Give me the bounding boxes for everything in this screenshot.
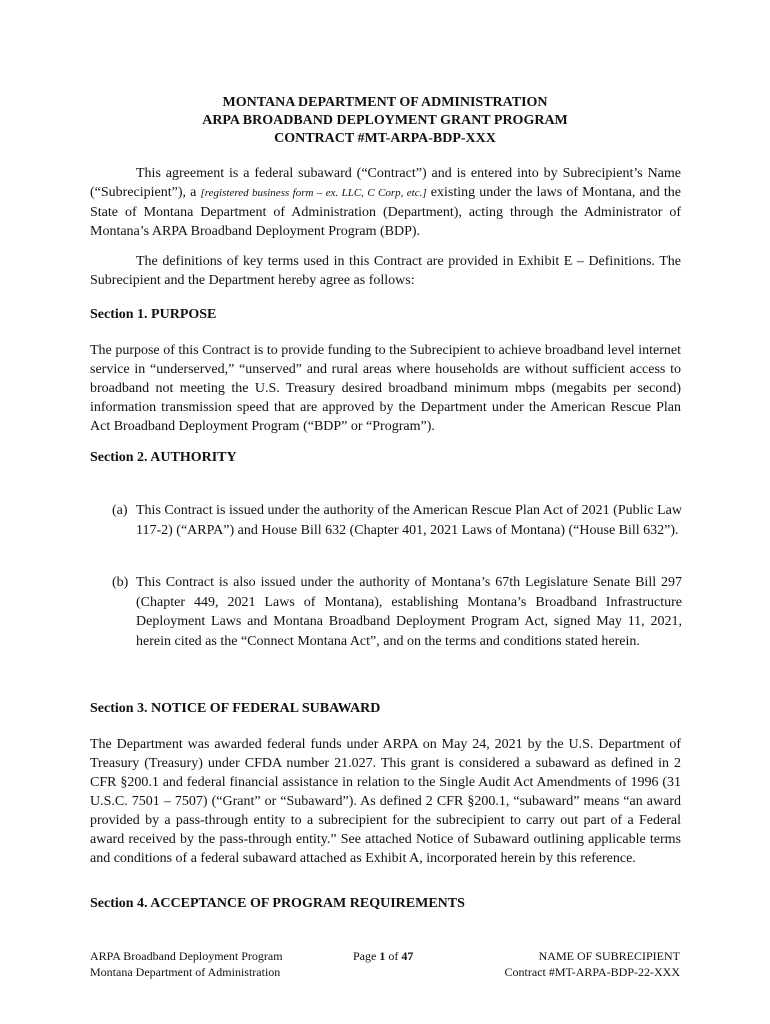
section-4-heading: Section 4. ACCEPTANCE OF PROGRAM REQUIREMENTS (90, 896, 465, 911)
footer-department-name: Montana Department of Administration (90, 965, 281, 979)
definitions-paragraph: The definitions of key terms used in this Contract are provided in Exhibit E – Definitions. The Subrecipient and the Department hereby agree as follows: (90, 254, 681, 288)
business-form-placeholder: [registered business form – ex. LLC, C Corp, etc.] (200, 187, 427, 199)
page-number: 1 (379, 949, 386, 963)
footer-right (505, 948, 680, 980)
item-text: This Contract is issued under the authority of the American Rescue Plan Act of 2021 (Public Law 117-2) (“ARPA”) and House Bill 632 (Chapter 401, 2021 Laws of Montana) (“House Bill 632”). (136, 503, 682, 538)
intro-paragraph (90, 164, 681, 241)
authority-item-a (112, 501, 682, 540)
document-header (0, 94, 770, 148)
footer-page-indicator (353, 948, 413, 964)
section-2-heading: Section 2. AUTHORITY (90, 450, 237, 465)
header-contract-number: CONTRACT #MT-ARPA-BDP-XXX (274, 131, 496, 146)
section-3-body: The Department was awarded federal funds under ARPA on May 24, 2021 by the U.S. Department of Treasury (Treasury) under CFDA number 21.027. This grant is considered a subaward as defined in 2 CFR §200.1 and federal financial assistance in relation to the Single Audit Act Amendments of 1996 (31 U.S.C. 7501 – 7507) (“Grant” or “Subaward”). As defined 2 CFR §200.1, “subaward” means “an award provided by a pass-through entity to a subrecipient for the subrecipient to carry out part of a Federal award received by the pass-through entity.” See attached Notice of Subaward outlining applicable terms and conditions of a federal subaward attached as Exhibit A, incorporated herein by this reference. (90, 737, 681, 866)
header-agency: MONTANA DEPARTMENT OF ADMINISTRATION (222, 95, 548, 110)
intro-text-start: This agreement is a federal subaward (“Contract”) and is entered into by Subrecipient’s Name (“Subrecipient”), a (90, 166, 681, 200)
section-1-body: The purpose of this Contract is to provide funding to the Subrecipient to achieve broadband level internet service in “underserved,” “unserved” and rural areas where households are without sufficient access to broadband not meeting the U.S. Treasury desired broadband minimum mbps (megabits per second) information transmission speed that are approved by the Department under the American Rescue Plan Act Broadband Deployment Program (“BDP” or “Program”). (90, 343, 681, 434)
page-prefix: Page (353, 949, 380, 963)
item-label: (b) (112, 575, 129, 590)
page-of: of (385, 949, 402, 963)
header-program: ARPA BROADBAND DEPLOYMENT GRANT PROGRAM (202, 113, 568, 128)
item-text: This Contract is also issued under the authority of Montana’s 67th Legislature Senate Bill 297 (Chapter 449, 2021 Laws of Montana), establishing Montana’s Broadband Infrastructure Deployment Laws and Montana Broadband Deployment Program Act, signed May 11, 2021, herein cited as the “Connect Montana Act”, and on the terms and conditions stated herein. (136, 575, 682, 649)
authority-item-b (112, 573, 682, 651)
page-total: 47 (401, 949, 414, 963)
section-3-heading: Section 3. NOTICE OF FEDERAL SUBAWARD (90, 701, 381, 716)
intro-text-end: existing under the laws of Montana, and the State of Montana Department of Administration (Department), acting through the Administrator of Montana’s ARPA Broadband Deployment Program (BDP). (90, 185, 681, 239)
footer-left (90, 948, 283, 980)
footer-subrecipient-name: NAME OF SUBRECIPIENT (538, 949, 680, 963)
item-label: (a) (112, 503, 128, 518)
footer-contract-number: Contract #MT-ARPA-BDP-22-XXX (504, 965, 680, 979)
section-1-heading: Section 1. PURPOSE (90, 307, 217, 322)
footer-program-name: ARPA Broadband Deployment Program (90, 949, 283, 963)
